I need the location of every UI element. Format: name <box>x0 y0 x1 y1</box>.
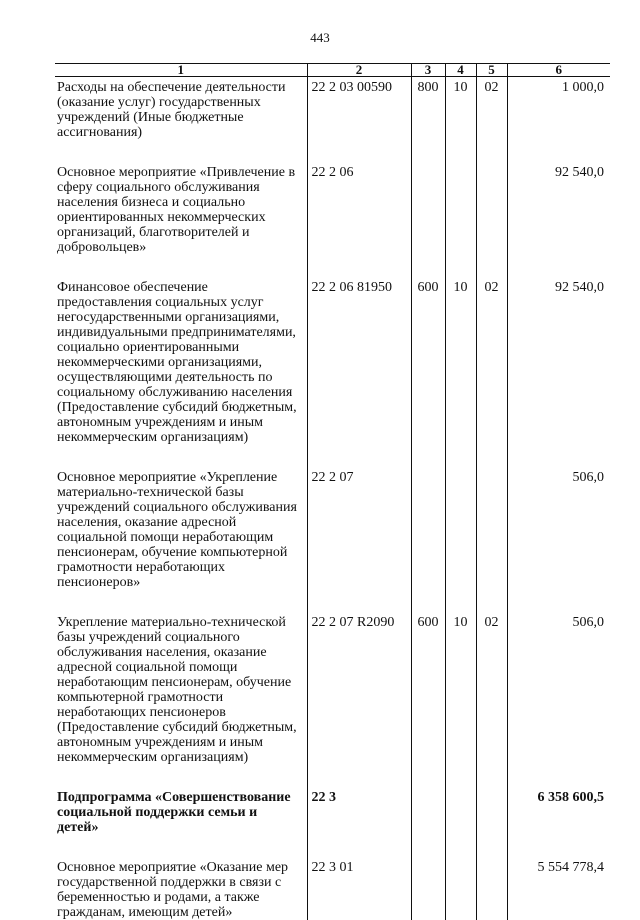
row-code-cell: 22 3 01 <box>307 857 411 920</box>
row-col4-cell <box>445 857 476 920</box>
table-row <box>55 77 610 141</box>
spacer-cell <box>307 445 411 467</box>
spacer-cell <box>476 590 507 612</box>
row-spacer <box>55 445 610 467</box>
row-col3-cell <box>411 857 445 920</box>
spacer-cell <box>445 835 476 857</box>
spacer-cell <box>445 590 476 612</box>
row-name-cell: Подпрограмма «Совершенствование социальной поддержки семьи и детей» <box>55 787 307 835</box>
row-col3-cell <box>411 787 445 835</box>
row-col3-cell: 600 <box>411 277 445 445</box>
row-name-cell: Основное мероприятие «Привлечение в сферу социального обслуживания населения бизнеса и социально ориентированных некоммерческих организаций, благотворителей и добровольцев» <box>55 162 307 255</box>
row-amount-cell: 506,0 <box>507 467 610 590</box>
spacer-cell <box>507 140 610 162</box>
spacer-cell <box>445 445 476 467</box>
row-col5-cell: 02 <box>476 277 507 445</box>
spacer-cell <box>307 590 411 612</box>
spacer-cell <box>411 255 445 277</box>
row-name-cell: Основное мероприятие «Оказание мер государственной поддержки в связи с беременностью и родами, а также гражданам, имеющим детей» <box>55 857 307 920</box>
column-header: 4 <box>445 64 476 77</box>
row-code-cell: 22 2 06 81950 <box>307 277 411 445</box>
table-row <box>55 277 610 445</box>
page-number: 443 <box>0 30 640 45</box>
row-col4-cell: 10 <box>445 612 476 765</box>
header-row <box>55 64 610 77</box>
table-row <box>55 787 610 835</box>
row-code-cell: 22 2 07 R2090 <box>307 612 411 765</box>
column-header: 6 <box>507 64 610 77</box>
spacer-cell <box>445 255 476 277</box>
row-col4-cell: 10 <box>445 277 476 445</box>
row-col4-cell: 10 <box>445 77 476 141</box>
row-code-cell: 22 2 06 <box>307 162 411 255</box>
row-name-cell: Расходы на обеспечение деятельности (оказание услуг) государственных учреждений (Иные бюджетные ассигнования) <box>55 77 307 141</box>
spacer-cell <box>55 765 307 787</box>
spacer-cell <box>307 765 411 787</box>
row-amount-cell: 506,0 <box>507 612 610 765</box>
row-col5-cell: 02 <box>476 77 507 141</box>
spacer-cell <box>55 835 307 857</box>
row-col4-cell <box>445 467 476 590</box>
spacer-cell <box>445 765 476 787</box>
spacer-cell <box>411 445 445 467</box>
spacer-cell <box>55 590 307 612</box>
spacer-cell <box>507 835 610 857</box>
row-name-cell: Основное мероприятие «Укрепление материально-технической базы учреждений социального обслуживания населения, оказание адресной социальной помощи неработающим пенсионерам, обучение компьютерной грамотности неработающих пенсионеров» <box>55 467 307 590</box>
row-col3-cell <box>411 162 445 255</box>
table-body <box>55 77 610 920</box>
spacer-cell <box>55 445 307 467</box>
table-row <box>55 857 610 920</box>
spacer-cell <box>411 835 445 857</box>
row-col5-cell <box>476 857 507 920</box>
spacer-cell <box>476 835 507 857</box>
spacer-cell <box>507 590 610 612</box>
row-amount-cell: 5 554 778,4 <box>507 857 610 920</box>
row-code-cell: 22 2 07 <box>307 467 411 590</box>
spacer-cell <box>476 765 507 787</box>
spacer-cell <box>476 140 507 162</box>
row-spacer <box>55 835 610 857</box>
column-header: 3 <box>411 64 445 77</box>
spacer-cell <box>55 255 307 277</box>
spacer-cell <box>411 765 445 787</box>
row-col5-cell <box>476 162 507 255</box>
spacer-cell <box>476 445 507 467</box>
column-header: 1 <box>55 64 307 77</box>
table-row <box>55 467 610 590</box>
spacer-cell <box>307 255 411 277</box>
row-col4-cell <box>445 787 476 835</box>
row-amount-cell: 92 540,0 <box>507 162 610 255</box>
row-col4-cell <box>445 162 476 255</box>
spacer-cell <box>507 765 610 787</box>
spacer-cell <box>307 835 411 857</box>
row-amount-cell: 6 358 600,5 <box>507 787 610 835</box>
spacer-cell <box>476 255 507 277</box>
row-col5-cell: 02 <box>476 612 507 765</box>
spacer-cell <box>507 255 610 277</box>
row-amount-cell: 1 000,0 <box>507 77 610 141</box>
column-header: 5 <box>476 64 507 77</box>
row-col5-cell <box>476 787 507 835</box>
row-code-cell: 22 2 03 00590 <box>307 77 411 141</box>
row-name-cell: Финансовое обеспечение предоставления социальных услуг негосударственными организациями, индивидуальными предпринимателями, социально ориентированными некоммерческими организациями, осуществляющими деятельность по социальному обслуживанию населения (Предоставление субсидий бюджетным, автономным учреждениям и иным некоммерческим организациям) <box>55 277 307 445</box>
spacer-cell <box>445 140 476 162</box>
table-row <box>55 612 610 765</box>
row-spacer <box>55 140 610 162</box>
row-amount-cell: 92 540,0 <box>507 277 610 445</box>
row-code-cell: 22 3 <box>307 787 411 835</box>
row-name-cell: Укрепление материально-технической базы учреждений социального обслуживания населения, оказание адресной социальной помощи неработающим пенсионерам, обучение компьютерной грамотности неработающих пенсионеров (Предоставление субсидий бюджетным, автономным учреждениям и иным некоммерческим организациям) <box>55 612 307 765</box>
row-col3-cell: 800 <box>411 77 445 141</box>
row-col3-cell: 600 <box>411 612 445 765</box>
row-col5-cell <box>476 467 507 590</box>
spacer-cell <box>307 140 411 162</box>
budget-table <box>55 63 610 920</box>
spacer-cell <box>55 140 307 162</box>
spacer-cell <box>507 445 610 467</box>
spacer-cell <box>411 140 445 162</box>
row-col3-cell <box>411 467 445 590</box>
row-spacer <box>55 765 610 787</box>
row-spacer <box>55 255 610 277</box>
table-row <box>55 162 610 255</box>
row-spacer <box>55 590 610 612</box>
column-header: 2 <box>307 64 411 77</box>
spacer-cell <box>411 590 445 612</box>
